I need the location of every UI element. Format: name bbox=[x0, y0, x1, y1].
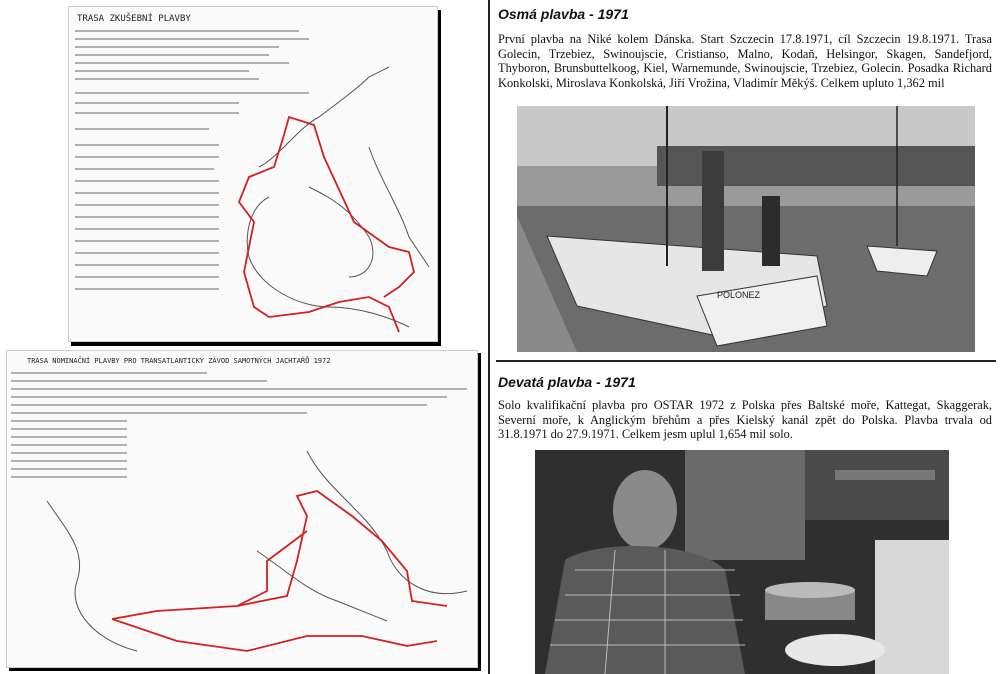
photo-sailor-cooking bbox=[535, 450, 949, 674]
map-bottom-title: TRASA NOMINAČNÍ PLAVBY PRO TRANSATLANTICKÝ ZÁVOD SAMOTNÝCH JACHTAŘŮ 1972 bbox=[27, 357, 331, 365]
section-divider bbox=[496, 360, 996, 362]
section-heading-devata-plavba: Devatá plavba - 1971 bbox=[498, 374, 636, 390]
section-text-devata-plavba: Solo kvalifikační plavba pro OSTAR 1972 z Polska přes Baltské moře, Kattegat, Skaggerak, Severní moře, k Anglickým břehům a přes Kielský kanál zpět do Polska. Plavba trvala od 31.8.1971 do 27.9.1971. Celkem jesm uplul 1,654 mil solo. bbox=[498, 398, 992, 442]
yacht-photo-art bbox=[517, 106, 975, 352]
section-heading-osma-plavba: Osmá plavba - 1971 bbox=[498, 6, 629, 22]
map-scan-top bbox=[68, 6, 438, 342]
section-text-osma-plavba: První plavba na Niké kolem Dánska. Start Szczecin 17.8.1971, cíl Szczecin 19.8.1971. Trasa Golecin, Trzebiez, Swinoujscie, Cristianso, Malno, Kodaň, Helsingor, Skagen, Sandefjord, Thyboron, Brunsbuttelkoog, Kiel, Warnemunde, Swinoujscie, Trzebiez, Golecin. Posadka Richard Konkolski, Miroslava Konkolská, Jiří Vrožina, Vladimír Měkýš. Celkem upluto 1,362 mil bbox=[498, 32, 992, 90]
route-map-top bbox=[69, 7, 437, 341]
photo-yacht-in-harbor bbox=[517, 106, 975, 352]
cooking-photo-art bbox=[535, 450, 949, 674]
route-map-bottom bbox=[7, 351, 477, 667]
map-scan-bottom bbox=[6, 350, 478, 668]
map-top-title: TRASA ZKUŠEBNÍ PLAVBY bbox=[77, 14, 191, 24]
boat-name-label: POLONEZ bbox=[717, 290, 761, 300]
column-divider bbox=[488, 0, 490, 674]
